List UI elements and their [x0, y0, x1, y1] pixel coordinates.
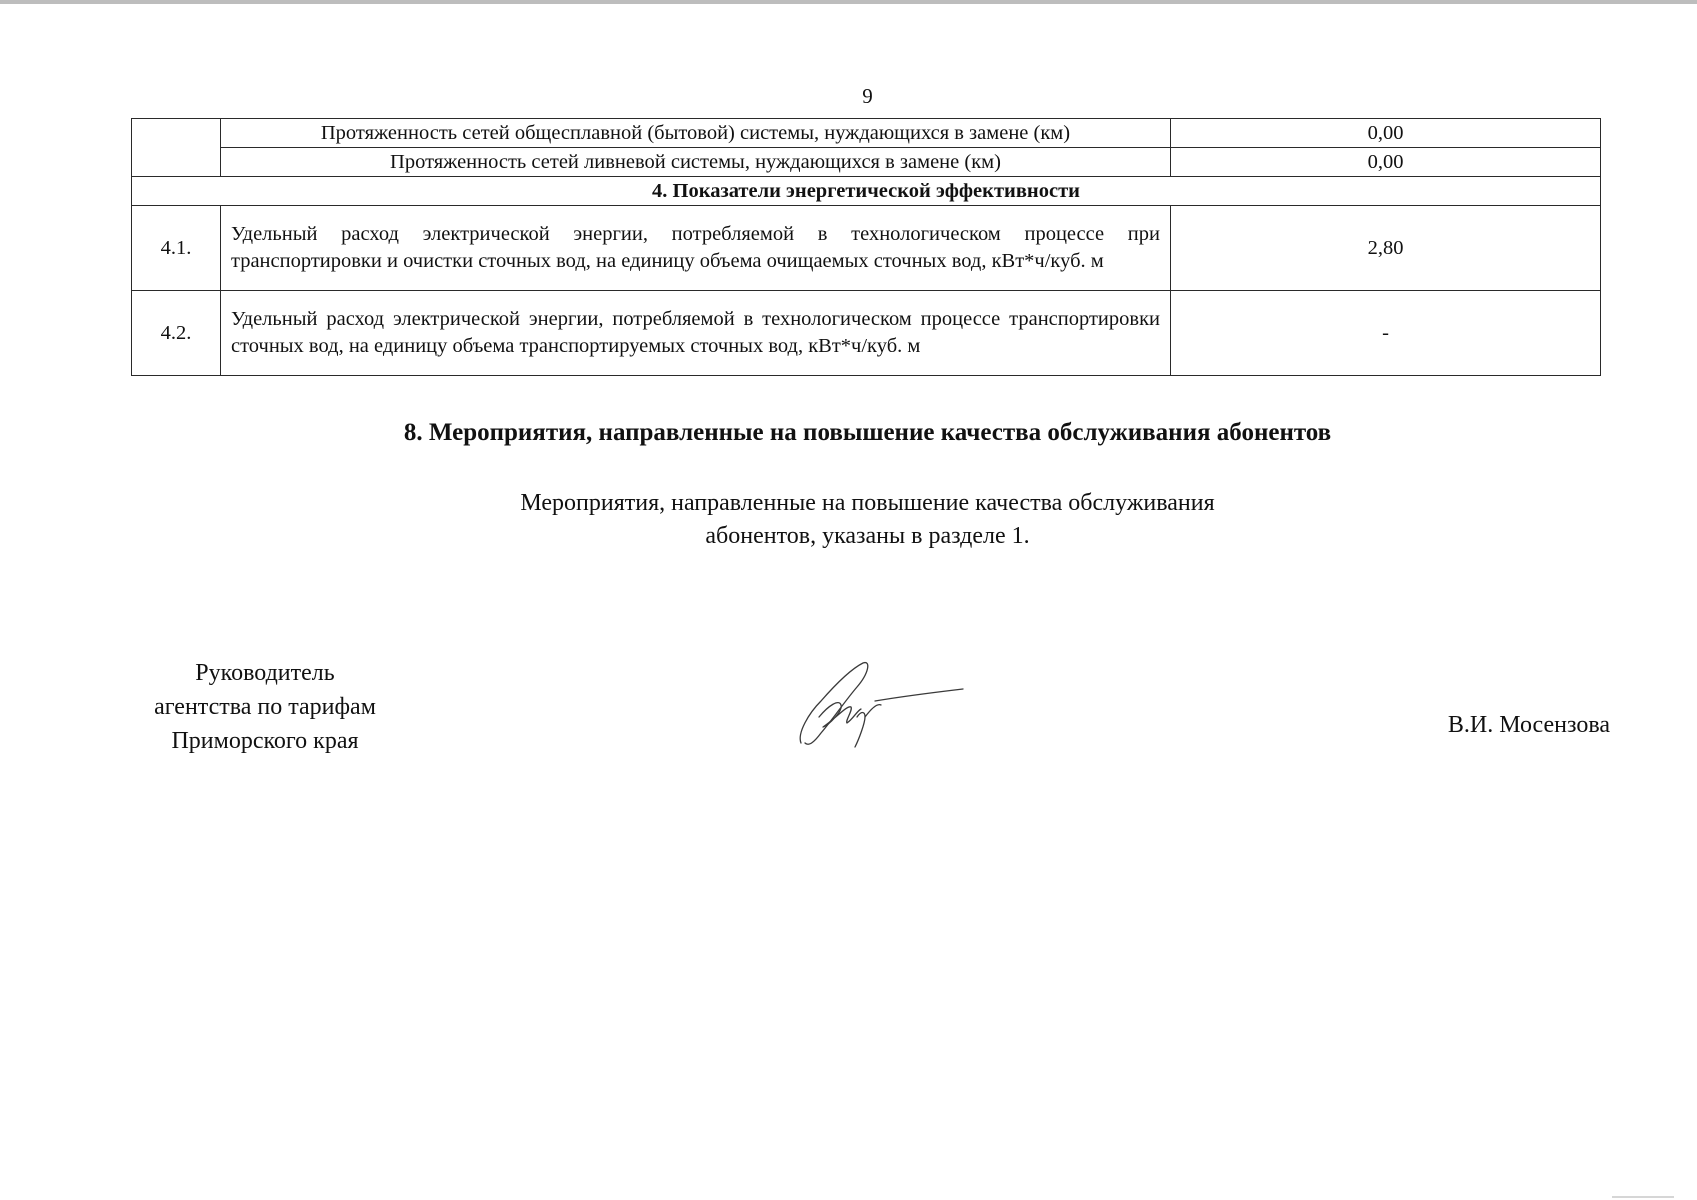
signer-name: В.И. Мосензова	[1447, 712, 1610, 738]
empty-number-cell	[132, 119, 221, 177]
table-row	[132, 206, 1601, 291]
row-number: 4.1.	[132, 206, 221, 291]
row-value: 2,80	[1171, 206, 1601, 291]
table-row	[132, 119, 1601, 148]
page-number: 9	[862, 84, 873, 108]
row-value: -	[1171, 291, 1601, 376]
signer-role-line: агентства по тарифам	[154, 694, 376, 720]
section-body-line: абонентов, указаны в разделе 1.	[705, 523, 1030, 549]
section-body	[0, 487, 1697, 553]
signer-role-line: Приморского края	[171, 728, 359, 754]
row-description: Удельный расход электрической энергии, потребляемой в технологическом процессе при транспортировки и очистки сточных вод, на единицу объема очищаемых сточных вод, кВт*ч/куб. м	[221, 206, 1171, 291]
scan-mark	[1612, 1196, 1674, 1198]
indicators-table	[131, 118, 1601, 376]
table-row	[132, 291, 1601, 376]
handwritten-signature	[795, 655, 965, 750]
row-number: 4.2.	[132, 291, 221, 376]
section-heading: 8. Мероприятия, направленные на повышение качества обслуживания абонентов	[403, 419, 1332, 446]
signer-role-line: Руководитель	[195, 660, 335, 686]
scan-edge	[0, 0, 1697, 4]
row-value: 0,00	[1171, 148, 1601, 177]
section-body-line: Мероприятия, направленные на повышение качества обслуживания	[520, 490, 1215, 516]
row-description: Удельный расход электрической энергии, потребляемой в технологическом процессе транспортировки сточных вод, на единицу объема транспортируемых сточных вод, кВт*ч/куб. м	[221, 291, 1171, 376]
table-row	[132, 148, 1601, 177]
section-header-row	[132, 177, 1601, 206]
row-description: Протяженность сетей ливневой системы, нуждающихся в замене (км)	[221, 148, 1171, 177]
section-header: 4. Показатели энергетической эффективности	[132, 177, 1601, 206]
signer-role	[115, 656, 415, 758]
row-description: Протяженность сетей общесплавной (бытовой) системы, нуждающихся в замене (км)	[221, 119, 1171, 148]
row-value: 0,00	[1171, 119, 1601, 148]
